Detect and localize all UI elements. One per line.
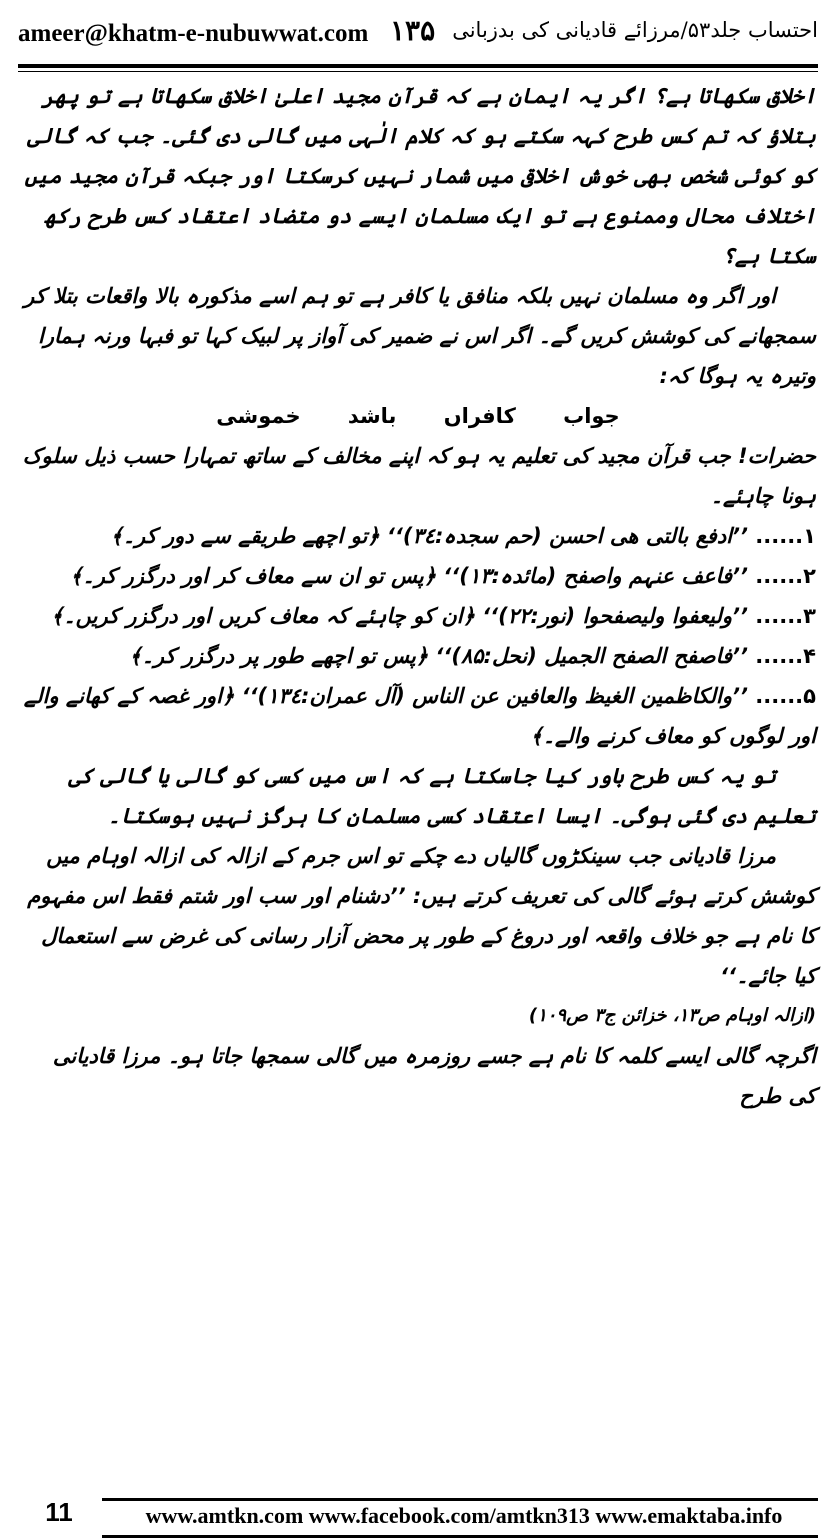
- list-item-text: ’’والکاظمین الغیظ والعافین عن الناس (آل عمران:۱۳٤)‘‘ ﴿اور غصہ کے کھانے والے اور لوگوں کو معاف کرنے والے۔﴾: [23, 684, 816, 748]
- list-item: [20, 516, 816, 556]
- page-body: [20, 76, 816, 1116]
- list-item-text: ’’فاصفح الصفح الجمیل (نحل:۸۵)‘‘ ﴿پس تو اچھے طور پر درگزر کر۔﴾: [129, 644, 748, 668]
- paragraph-6: اگرچہ گالی ایسے کلمہ کا نام ہے جسے روزمرہ میں گالی سمجھا جاتا ہو۔ مرزا قادیانی کی طرح: [52, 1044, 816, 1108]
- list-item-number: ۴......: [755, 644, 816, 668]
- header-rule: [18, 64, 818, 68]
- page-header: [18, 14, 818, 62]
- paragraph-2: اور اگر وہ مسلمان نہیں بلکہ منافق یا کافر ہے تو ہم اسے مذکورہ بالا واقعات بتلا کر سمجھانے کی کوشش کریں گے۔ اگر اس نے ضمیر کی آواز پر لبیک کہا تو فبہا ورنہ ہمارا وتیرہ یہ ہوگا کہ:: [24, 284, 816, 388]
- list-item: [20, 636, 816, 676]
- folio-number: 11: [20, 1492, 98, 1532]
- footer-urls: www.amtkn.com www.facebook.com/amtkn313 www.emaktaba.info: [102, 1498, 818, 1538]
- paragraph-4: تو یہ کس طرح باور کیا جاسکتا ہے کہ اس میں کسی کو گالی یا گالی کی تعلیم دی گئی ہوگی۔ ایسا اعتقاد کسی مسلمان کا ہرگز نہیں ہوسکتا۔: [68, 764, 816, 828]
- list-item-text: ’’ولیعفوا ولیصفحوا (نور:۲۲)‘‘ ﴿ان کو چاہئے کہ معاف کریں اور درگزر کریں۔﴾: [51, 604, 748, 628]
- list-item: [20, 676, 816, 756]
- list-item: [20, 596, 816, 636]
- list-item-number: ۱......: [755, 524, 816, 548]
- list-item: [20, 556, 816, 596]
- header-email: ameer@khatm-e-nubuwwat.com: [18, 20, 369, 47]
- list-item-number: ۳......: [755, 604, 816, 628]
- list-item-number: ۵......: [755, 684, 816, 708]
- header-rule-thin: [18, 71, 818, 72]
- poem-line: جواب کافراں باشد خموشی: [216, 404, 620, 428]
- paragraph-3: حضرات! جب قرآن مجید کی تعلیم یہ ہو کہ اپنے مخالف کے ساتھ تمہارا حسب ذیل سلوک ہونا چاہئے۔: [22, 444, 816, 508]
- citation: (ازالہ اوہام ص۱۳، خزائن ج۳ ص۱۰۹): [528, 1005, 816, 1026]
- list-item-text: ’’فاعف عنہم واصفح (مائدہ:۱۳)‘‘ ﴿پس تو ان سے معاف کر اور درگزر کر۔﴾: [70, 564, 748, 588]
- header-page-number: ۱۳۵: [390, 14, 436, 47]
- page-footer: [20, 1492, 818, 1534]
- paragraph-1: اخلاق سکھاتا ہے؟ اگر یہ ایمان ہے کہ قرآن مجید اعلیٰ اخلاق سکھاتا ہے تو پھر بتلاؤ کہ تم کس طرح کہہ سکتے ہو کہ کلام الٰہی میں گالی دی گئی۔ جب کہ گالی کو کوئی شخص بھی خوش اخلاقی میں شمار نہیں کرسکتا اور جبکہ قرآن مجید میں اختلاف محال وممنوع ہے تو ایک مسلمان ایسے دو متضاد اعتقاد کس طرح رکھ سکتا ہے؟: [24, 84, 816, 268]
- list-item-text: ’’ادفع بالتی ھی احسن (حم سجدہ:۳٤)‘‘ ﴿تو اچھے طریقے سے دور کر۔﴾: [110, 524, 748, 548]
- paragraph-5: مرزا قادیانی جب سینکڑوں گالیاں دے چکے تو اس جرم کے ازالہ کی ازالہ اوہام میں کوشش کرتے ہوئے گالی کی تعریف کرتے ہیں: ’’دشنام اور سب اور شتم فقط اس مفہوم کا نام ہے جو خلاف واقعہ اور دروغ کے طور پر محض آزار رسانی کی غرض سے استعمال کیا جائے۔‘‘: [27, 844, 816, 988]
- list-item-number: ۲......: [755, 564, 816, 588]
- running-head: احتساب جلد۵۳/مرزائے قادیانی کی بدزبانی: [452, 18, 818, 42]
